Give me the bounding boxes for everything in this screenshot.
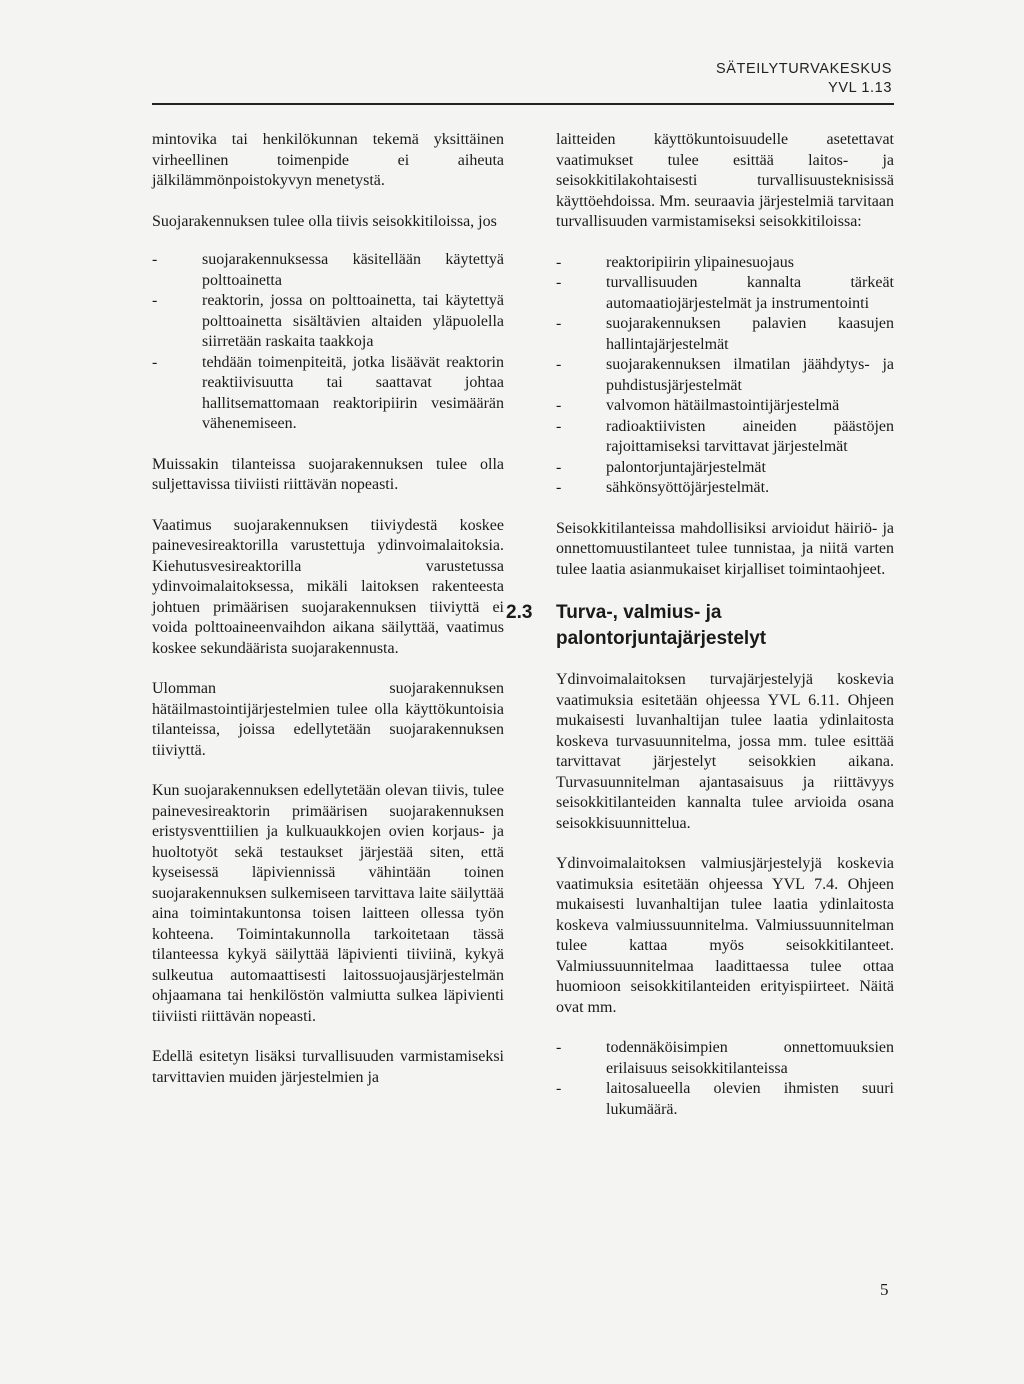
bullet-list [556,1038,894,1120]
list-item: - turvallisuuden kannalta tärkeät automaatiojärjestelmät ja instrumentointi [556,273,894,314]
list-item: - laitosalueella olevien ihmisten suuri lukumäärä. [556,1079,894,1120]
header-rule [152,103,894,105]
list-item: - todennäköisimpien onnettomuuksien erilaisuus seisokkitilanteissa [556,1038,894,1079]
list-item: - tehdään toimenpiteitä, jotka lisäävät reaktorin reaktiivisuutta tai saattavat johtaa hallitsemattomaan reaktoripiirin vesimäärän vähenemiseen. [152,353,504,435]
paragraph: Vaatimus suojarakennuksen tiiviydestä koskee painevesireaktorilla varustettuja ydinvoimalaitoksia. Kiehutusvesireaktorilla varustetussa ydinvoimalaitoksessa, mikäli laitoksen rakenteesta johtuen primäärisen suojarakennuksen tiiviyttä ei voida polttoaineenvaihdon aikana säilyttää, vaatimus koskee sekundäärista suojarakennusta. [152,516,504,657]
list-item: - sähkönsyöttöjärjestelmät. [556,478,894,499]
list-item: - suojarakennuksen ilmatilan jäähdytys- ja puhdistusjärjestelmät [556,355,894,396]
left-column [152,130,504,1108]
list-item: - radioaktiivisten aineiden päästöjen rajoittamiseksi tarvittavat järjestelmät [556,417,894,458]
list-item: - reaktoripiirin ylipainesuojaus [556,253,894,274]
paragraph: Edellä esitetyn lisäksi turvallisuuden varmistamiseksi tarvittavien muiden järjestelmien ja [152,1048,504,1086]
section-number: 2.3 [506,602,533,623]
page-number: 5 [880,1280,889,1299]
right-column [506,130,894,1140]
list-item: - palontorjuntajärjestelmät [556,458,894,479]
bullet-list [152,250,504,435]
paragraph: Seisokkitilanteissa mahdollisiksi arvioidut häiriö- ja onnettomuustilanteet tulee tunnistaa, ja niitä varten tulee laatia asianmukaiset kirjalliset toimintaohjeet. [556,519,894,578]
list-item: - valvomon hätäilmastointijärjestelmä [556,396,894,417]
list-item: - suojarakennuksen palavien kaasujen hallintajärjestelmät [556,314,894,355]
paragraph: laitteiden käyttökuntoisuudelle asetettavat vaatimukset tulee esittää laitos- ja seisokkitilakohtaisesti turvallisuusteknisissä käyttöehdoissa. Mm. seuraavia järjestelmiä tarvitaan turvallisuuden varmistamiseksi seisokkitiloissa: [556,131,894,230]
document-header [716,60,892,98]
section-heading [506,600,894,652]
bullet-list [556,253,894,499]
section-title: Turva-, valmius- ja palontorjuntajärjestelyt [556,602,767,649]
paragraph: mintovika tai henkilökunnan tekemä yksittäinen virheellinen toimenpide ei aiheuta jälkilämmönpoistokyvyn menetystä. [152,131,504,189]
paragraph: Kun suojarakennuksen edellytetään olevan tiivis, tulee painevesireaktorin primäärisen suojarakennuksen eristysventtiilien ja kulkuaukkojen ovien korjaus- ja huoltotyöt sekä testaukset järjestää siten, että kyseisessä läpiviennissä vähintään toinen suojarakennuksen sulkemiseen tarvittava laite säilyttää aina toimintakuntonsa toisen laitteen ollessa työn kohteena. Toimintakunnolla tarkoitetaan tässä tilanteessa kykyä säilyttää läpivienti tiiviinä, kykyä sulkeutua automaattisesti laitossuojausjärjestelmän ohjaamana tai henkilöstön valmiutta sulkea läpivienti tiiviisti riittävän nopeasti. [152,782,504,1025]
paragraph: Muissakin tilanteissa suojarakennuksen tulee olla suljettavissa tiiviisti riittävän nopeasti. [152,455,504,493]
paragraph: Ydinvoimalaitoksen valmiusjärjestelyjä koskevia vaatimuksia esitetään ohjeessa YVL 7.4. Ohjeen mukaisesti luvanhaltijan tulee laatia ydinlaitosta koskeva valmiussuunnitelma. Valmiussuunnitelman tulee kattaa myös seisokkitilanteet. Valmiussuunnitelmaa laadittaessa tulee ottaa huomioon seisokkitilanteiden erityispiirteet. Näitä ovat mm. [556,855,894,1016]
document-code: YVL 1.13 [828,80,892,96]
paragraph: Ydinvoimalaitoksen turvajärjestelyjä koskevia vaatimuksia esitetään ohjeessa YVL 6.11. Ohjeen mukaisesti luvanhaltijan tulee laatia ydinlaitosta koskeva turvasuunnitelma, jossa mm. tulee esittää tarvittavat järjestelyt seisokkien aikana. Turvasuunnitelman ajantasaisuus ja riittävyys seisokkitilanteiden kannalta tulee arvioida osana seisokkisuunnittelua. [556,671,894,832]
list-item: - reaktorin, jossa on polttoainetta, tai käytettyä polttoainetta sisältävien altaiden yläpuolella siirretään raskaita taakkoja [152,291,504,353]
paragraph: Suojarakennuksen tulee olla tiivis seisokkitiloissa, jos [152,212,497,230]
organization-name: SÄTEILYTURVAKESKUS [716,61,892,77]
paragraph: Ulomman suojarakennuksen hätäilmastointijärjestelmien tulee olla käyttökuntoisia tilanteissa, joissa edellytetään suojarakennuksen tiiviyttä. [152,680,504,759]
list-item: - suojarakennuksessa käsitellään käytettyä polttoainetta [152,250,504,291]
